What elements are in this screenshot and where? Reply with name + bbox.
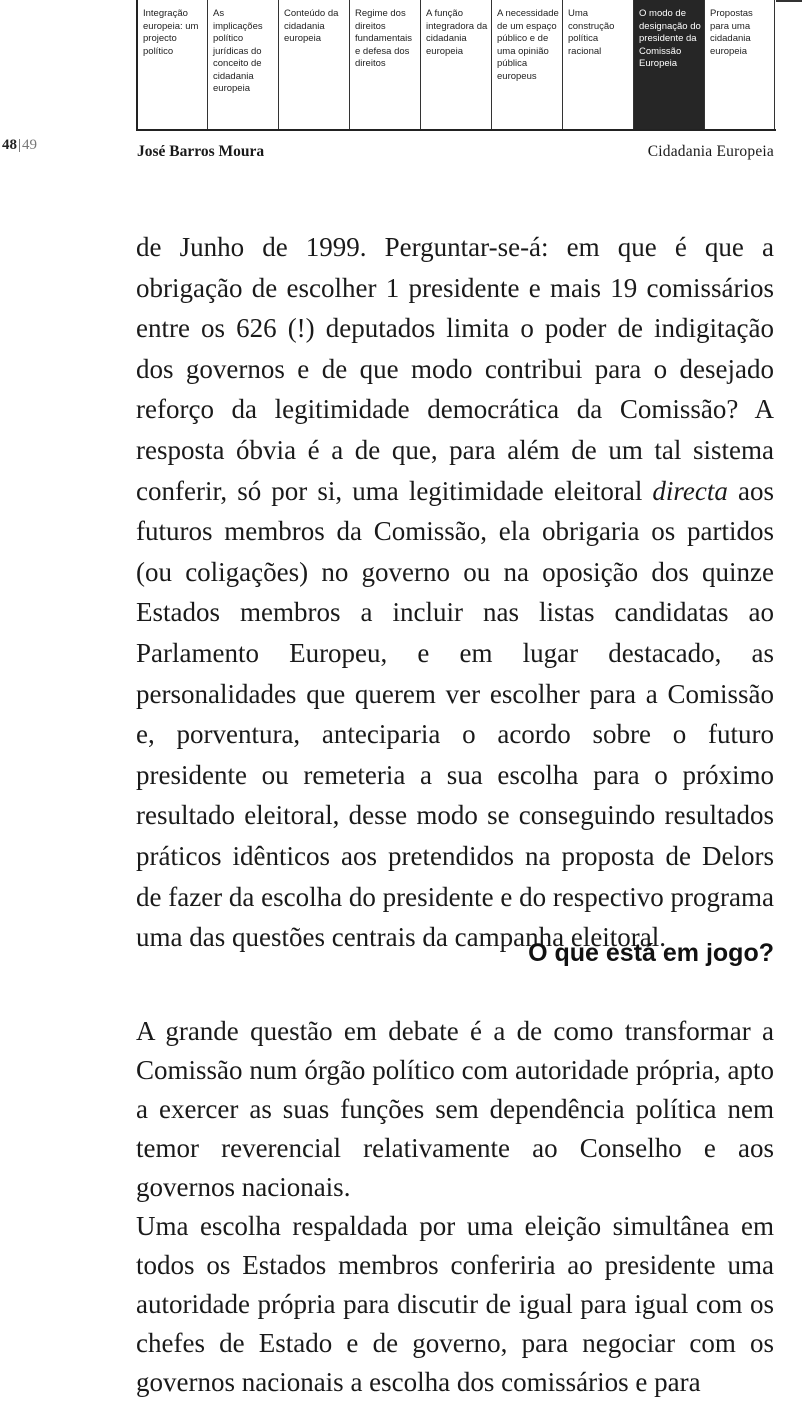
- chapter-tab-integracao: Integração europeia: um projecto político: [136, 0, 207, 129]
- paragraph-1: [136, 227, 774, 958]
- paragraph-1-part-2: aos futuros membros da Comissão, ela obrigaria os partidos (ou coligações) no governo ou na oposição dos quinze Estados membros a incluir nas listas candidatas ao Parlamento Europeu, e em lugar destacado, as personalidades que querem ver escolher para a Comissão e, porventura, anteciparia o acordo sobre o futuro presidente ou remeteria a sua escolha para o próximo resultado eleitoral, desse modo se conseguindo resultados práticos idênticos aos pretendidos na proposta de Delors de fazer da escolha do presidente e do respectivo programa uma das questões centrais da campanha eleitoral.: [136, 475, 774, 953]
- paragraph-2: A grande questão em debate é a de como transformar a Comissão num órgão político com autoridade própria, apto a exercer as suas funções sem dependência política nem temor reverencial relativamente ao Conselho e aos governos nacionais.: [136, 1016, 774, 1202]
- paragraph-1-part-1: de Junho de 1999. Perguntar-se-á: em que é que a obrigação de escolher 1 presidente e mais 19 comissários entre os 626 (!) deputados limita o poder de indigitação dos governos e de que modo contribui para o desejado reforço da legitimidade democrática da Comissão? A resposta óbvia é a de que, para além de um tal sistema conferir, só por si, uma legitimidade eleitoral: [136, 232, 774, 506]
- chapter-tab-conteudo: Conteúdo da cidadania europeia: [278, 0, 349, 129]
- chapter-tab-propostas: Propostas para uma cidadania europeia: [704, 0, 775, 129]
- page-number-left: 48: [2, 137, 17, 153]
- chapter-tab-regime-direitos: Regime dos direitos fundamentais e defesa dos direitos: [349, 0, 420, 129]
- chapter-navigation-tabs: [136, 0, 776, 131]
- paragraph-3: Uma escolha respaldada por uma eleição simultânea em todos os Estados membros conferiria ao presidente uma autoridade própria para discutir de igual para igual com os chefes de Estado e de governo, para negociar com os governos nacionais a escolha dos comissários e para: [136, 1211, 774, 1397]
- running-header-author: José Barros Moura: [137, 143, 265, 160]
- chapter-tab-construcao-politica: Uma construção política racional: [562, 0, 633, 129]
- page-number-right: 49: [22, 137, 38, 153]
- header-rule: [776, 0, 802, 2]
- chapter-tab-funcao-integradora: A função integradora da cidadania europeia: [420, 0, 491, 129]
- section-heading: O que está em jogo?: [528, 939, 774, 967]
- page-number: [2, 137, 37, 154]
- running-header-title: Cidadania Europeia: [647, 143, 774, 160]
- emphasis-directa: directa: [652, 475, 728, 506]
- body-text-block-2: [136, 1012, 774, 1402]
- chapter-tab-implicacoes: As implicações político jurídicas do conceito de cidadania europeia: [207, 0, 278, 129]
- body-text-block-1: [136, 227, 774, 958]
- page-number-separator: |: [18, 137, 22, 153]
- chapter-tab-modo-designacao-active: O modo de designação do presidente da Comissão Europeia: [633, 0, 704, 129]
- chapter-tab-espaco-publico: A necessidade de um espaço público e de uma opinião pública europeus: [491, 0, 562, 129]
